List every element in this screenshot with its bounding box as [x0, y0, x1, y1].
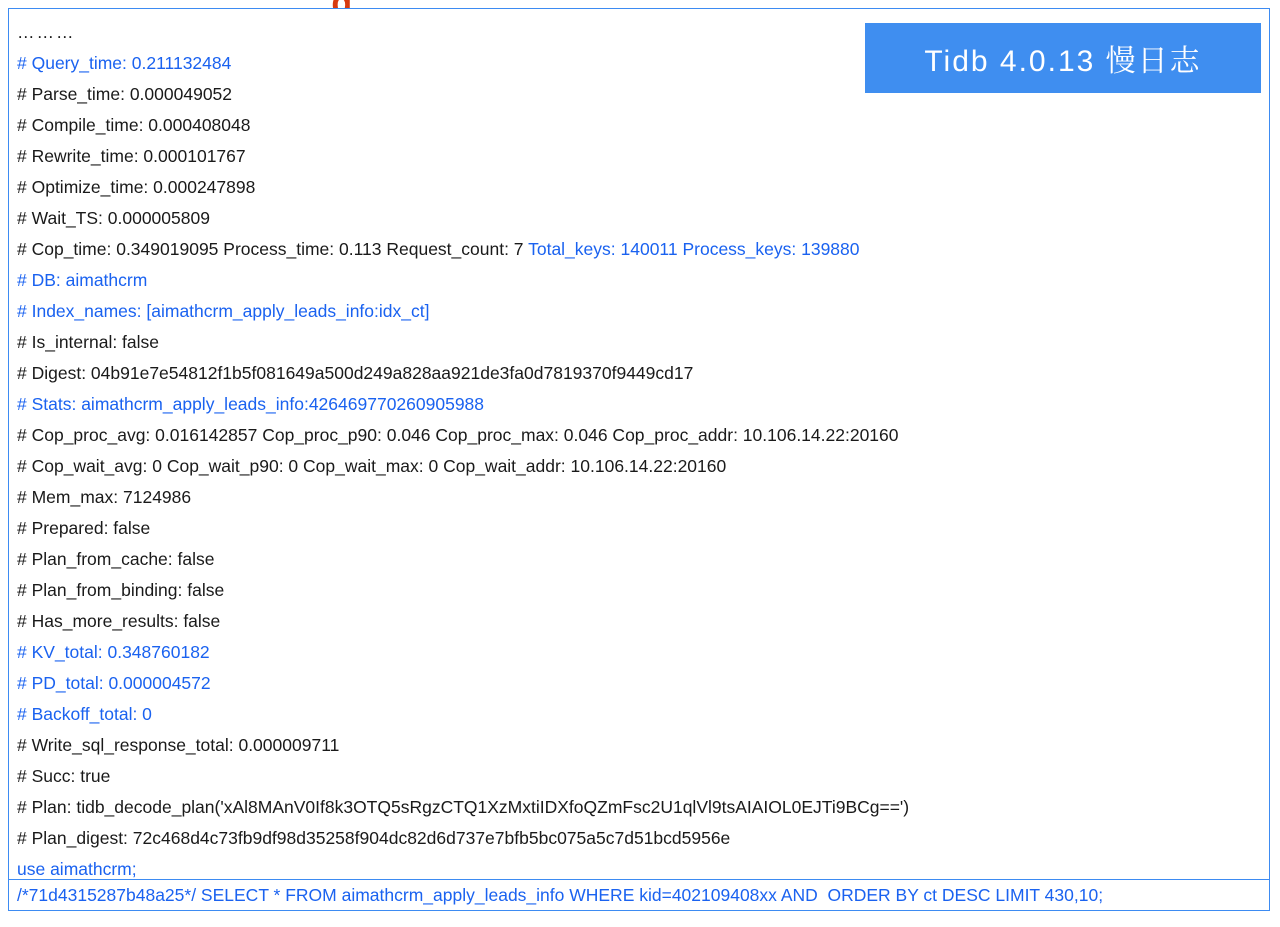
log-line: # Plan_from_binding: false — [17, 580, 225, 600]
slow-log-lines — [9, 9, 1269, 885]
sql-statement: /*71d4315287b48a25*/ SELECT * FROM aimathcrm_apply_leads_info WHERE kid=402109408xx AND ORDER BY ct DESC LIMIT 430,10; — [17, 885, 1104, 905]
log-line: use aimathcrm; — [17, 859, 137, 879]
log-line: # Compile_time: 0.000408048 — [17, 115, 251, 135]
log-line: # DB: aimathcrm — [17, 270, 148, 290]
version-badge: Tidb 4.0.13 慢日志 — [865, 23, 1261, 93]
log-line: ……… — [17, 22, 76, 42]
log-line: # Parse_time: 0.000049052 — [17, 84, 233, 104]
log-line: # Mem_max: 7124986 — [17, 487, 192, 507]
log-line: # Cop_proc_avg: 0.016142857 Cop_proc_p90: 0.046 Cop_proc_max: 0.046 Cop_proc_addr: 10.106.14.22:20160 — [17, 425, 899, 445]
log-line: # Backoff_total: 0 — [17, 704, 152, 724]
log-line: # Rewrite_time: 0.000101767 — [17, 146, 246, 166]
log-line-segment: # Cop_time: 0.349019095 Process_time: 0.113 Request_count: 7 — [17, 239, 529, 259]
log-line: # Plan_from_cache: false — [17, 549, 215, 569]
log-line: # Optimize_time: 0.000247898 — [17, 177, 256, 197]
log-line: # Succ: true — [17, 766, 111, 786]
log-line: # Plan: tidb_decode_plan('xAl8MAnV0If8k3OTQ5sRgzCTQ1XzMxtiIDXfoQZmFsc2U1qlVl9tsAIAIOL0EJTi9BCg==') — [17, 797, 910, 817]
log-line: # Plan_digest: 72c468d4c73fb9df98d35258f904dc82d6d737e7bfb5bc075a5c7d51bcd5956e — [17, 828, 731, 848]
log-line: # PD_total: 0.000004572 — [17, 673, 211, 693]
slow-log-panel — [8, 8, 1270, 911]
log-line: # Wait_TS: 0.000005809 — [17, 208, 210, 228]
log-line — [17, 234, 1269, 265]
log-line-segment: Total_keys: 140011 Process_keys: 139880 — [528, 239, 860, 259]
log-line: # Digest: 04b91e7e54812f1b5f081649a500d249a828aa921de3fa0d7819370f9449cd17 — [17, 363, 694, 383]
log-line: # Write_sql_response_total: 0.000009711 — [17, 735, 340, 755]
log-line: # Query_time: 0.211132484 — [17, 53, 232, 73]
log-line: # Cop_wait_avg: 0 Cop_wait_p90: 0 Cop_wait_max: 0 Cop_wait_addr: 10.106.14.22:20160 — [17, 456, 727, 476]
log-line: # Index_names: [aimathcrm_apply_leads_info:idx_ct] — [17, 301, 430, 321]
log-line: # Stats: aimathcrm_apply_leads_info:426469770260905988 — [17, 394, 485, 414]
log-line: # KV_total: 0.348760182 — [17, 642, 210, 662]
log-line: # Prepared: false — [17, 518, 151, 538]
log-line: # Is_internal: false — [17, 332, 160, 352]
log-line: # Has_more_results: false — [17, 611, 221, 631]
